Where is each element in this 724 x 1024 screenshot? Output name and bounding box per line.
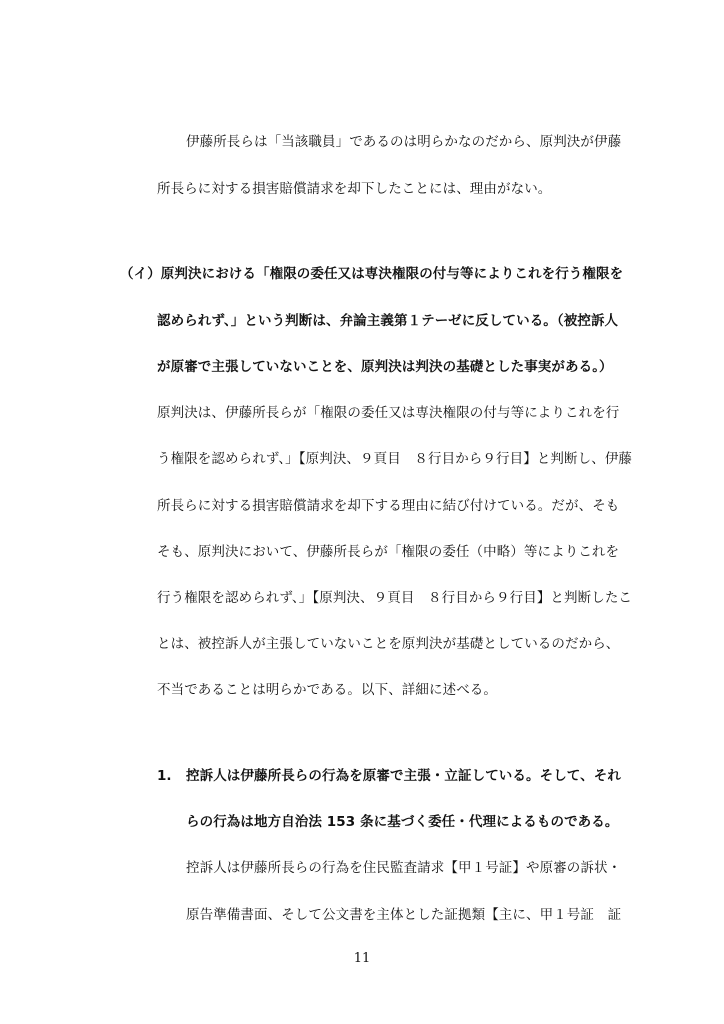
section-i-body-line: う権限を認められず、」【原判決、９頁目 ８行目から９行目】と判断し、伊藤 [157, 451, 633, 467]
section-i-body-line: そも、原判決において、伊藤所長らが「権限の委任（中略）等によりこれを [157, 544, 620, 560]
section-1-heading-line-1: 控訴人は伊藤所長らの行為を原審で主張・立証している。そして、それ [186, 768, 621, 784]
section-i-body-line: 不当であることは明らかである。以下、詳細に述べる。 [157, 682, 497, 698]
section-1-body-line: 原告準備書面、そして公文書を主体とした証拠類【主に、甲１号証 証 [186, 907, 622, 923]
intro-line-2: 所長らに対する損害賠償請求を却下したことには、理由がない。 [157, 181, 552, 197]
section-i-body-line: 行う権限を認められず、」【原判決、９頁目 ８行目から９行目】と判断したこ [157, 590, 633, 606]
intro-line-1: 伊藤所長らは「当該職員」であるのは明らかなのだから、原判決が伊藤 [186, 134, 622, 150]
section-1-number: 1. [157, 768, 172, 784]
section-i-body-line: とは、被控訴人が主張していないことを原判決が基礎としているのだから、 [157, 636, 620, 652]
section-i-body-line: 所長らに対する損害賠償請求を却下する理由に結び付けている。だが、そも [157, 498, 620, 514]
section-i-heading-line-3: が原審で主張していないことを、原判決は判決の基礎とした事実がある。） [157, 359, 613, 375]
page-number: 11 [353, 951, 371, 966]
section-1-body-line: 控訴人は伊藤所長らの行為を住民監査請求【甲１号証】や原審の訴状・ [186, 860, 622, 876]
section-1-heading-line-2: らの行為は地方自治法 153 条に基づく委任・代理によるものである。 [186, 814, 619, 830]
section-i-heading-line-2: 認められず、」という判断は、弁論主義第１テーゼに反している。（被控訴人 [157, 313, 619, 329]
section-i-heading-line-1: （イ）原判決における「権限の委任又は専決権限の付与等によりこれを行う権限を [120, 266, 624, 282]
section-i-body-line: 原判決は、伊藤所長らが「権限の委任又は専決権限の付与等によりこれを行 [157, 405, 620, 421]
